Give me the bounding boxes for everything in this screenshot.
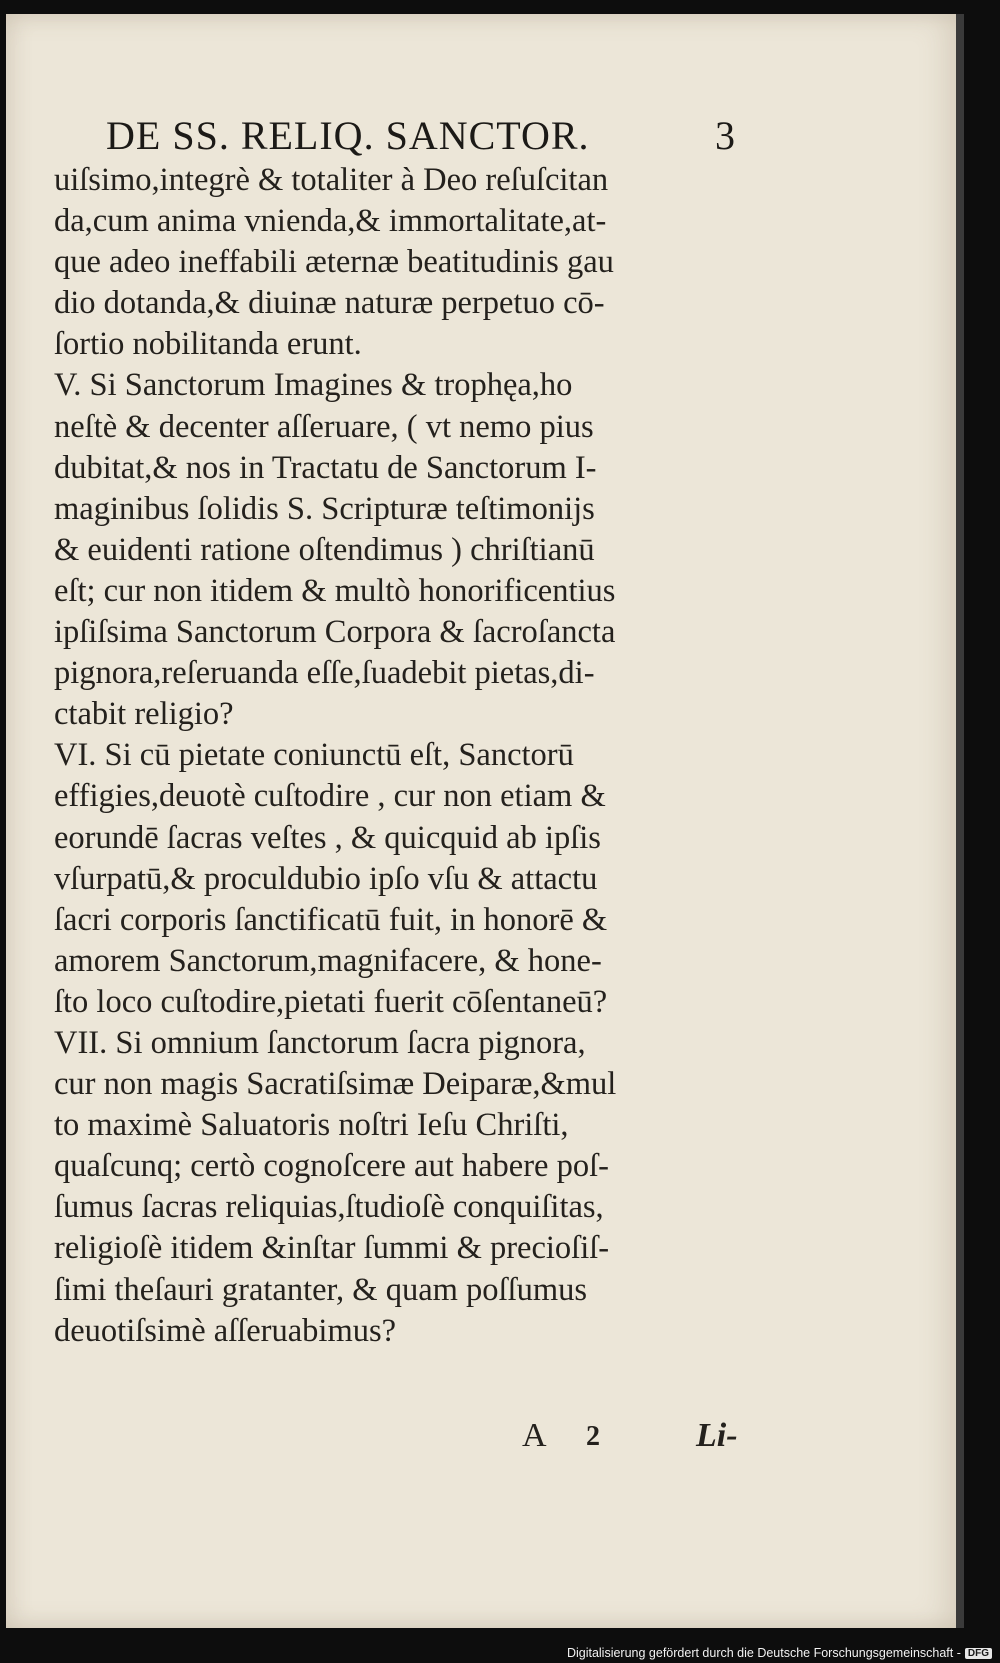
text-line: eorundē ſacras veſtes , & quicquid ab ipſis xyxy=(54,819,601,856)
text-line: ſimi theſauri gratanter, & quam poſſumus xyxy=(54,1271,588,1308)
body-text xyxy=(54,160,744,1352)
text-line: dio dotanda,& diuinæ naturæ perpetuo cō- xyxy=(54,285,605,322)
text-line: quaſcunq; certò cognoſcere aut habere poſ- xyxy=(54,1148,609,1185)
catchword: Li- xyxy=(696,1417,738,1454)
signature-number: 2 xyxy=(586,1421,600,1452)
text-line: pignora,reſeruanda eſſe,ſuadebit pietas,di- xyxy=(54,655,595,692)
text-line: religioſè itidem &inſtar ſummi & precioſiſ- xyxy=(54,1230,610,1267)
credit-text: Digitalisierung gefördert durch die Deutsche Forschungsgemeinschaft - xyxy=(566,1646,961,1660)
text-line: ſacri corporis ſanctificatū fuit, in honorē & xyxy=(54,901,608,938)
text-line: ſortio nobilitanda erunt. xyxy=(54,326,362,363)
book-page xyxy=(6,14,964,1628)
text-line: amorem Sanctorum,magnifacere, & hone- xyxy=(54,942,602,979)
text-line: ſto loco cuſtodire,pietati fuerit cōſentaneū? xyxy=(54,983,608,1020)
text-line: neſtè & decenter aſſeruare, ( vt nemo pius xyxy=(54,408,594,445)
text-line: dubitat,& nos in Tractatu de Sanctorum I- xyxy=(54,449,597,486)
text-line: ipſiſsima Sanctorum Corpora & ſacroſancta xyxy=(54,614,616,651)
page-number: 3 xyxy=(715,113,736,158)
dfg-logo: DFG xyxy=(965,1648,992,1659)
running-header xyxy=(106,112,736,159)
text-line: uiſsimo,integrè & totaliter à Deo reſuſcitan xyxy=(54,162,609,198)
text-line: ſumus ſacras reliquias,ſtudioſè conquiſitas, xyxy=(54,1189,604,1226)
text-line: VI. Si cū pietate coniunctū eſt, Sanctorū xyxy=(54,737,574,774)
text-line: V. Si Sanctorum Imagines & trophęa,ho xyxy=(54,367,573,404)
text-line: deuotiſsimè aſſeruabimus? xyxy=(54,1312,397,1349)
text-line: effigies,deuotè cuſtodire , cur non etiam & xyxy=(54,778,606,815)
running-title: DE SS. RELIQ. SANCTOR. xyxy=(106,113,590,158)
text-line: que adeo ineffabili æternæ beatitudinis gau xyxy=(54,244,614,281)
digitization-credit xyxy=(567,1646,992,1660)
text-line: vſurpatū,& proculdubio ipſo vſu & attactu xyxy=(54,860,598,897)
text-line: & euidenti ratione oſtendimus ) chriſtianū xyxy=(54,531,595,568)
signature-mark: A xyxy=(522,1417,547,1454)
text-line: da,cum anima vnienda,& immortalitate,at- xyxy=(54,203,607,240)
text-line: eſt; cur non itidem & multò honorificentius xyxy=(54,572,616,609)
text-line: VII. Si omnium ſanctorum ſacra pignora, xyxy=(54,1024,586,1061)
text-line: ctabit religio? xyxy=(54,696,234,733)
text-line: cur non magis Sacratiſsimæ Deiparæ,&mul xyxy=(54,1066,617,1103)
text-line: to maximè Saluatoris noſtri Ieſu Chriſti, xyxy=(54,1107,569,1144)
text-line: maginibus ſolidis S. Scripturæ teſtimonijs xyxy=(54,490,595,527)
